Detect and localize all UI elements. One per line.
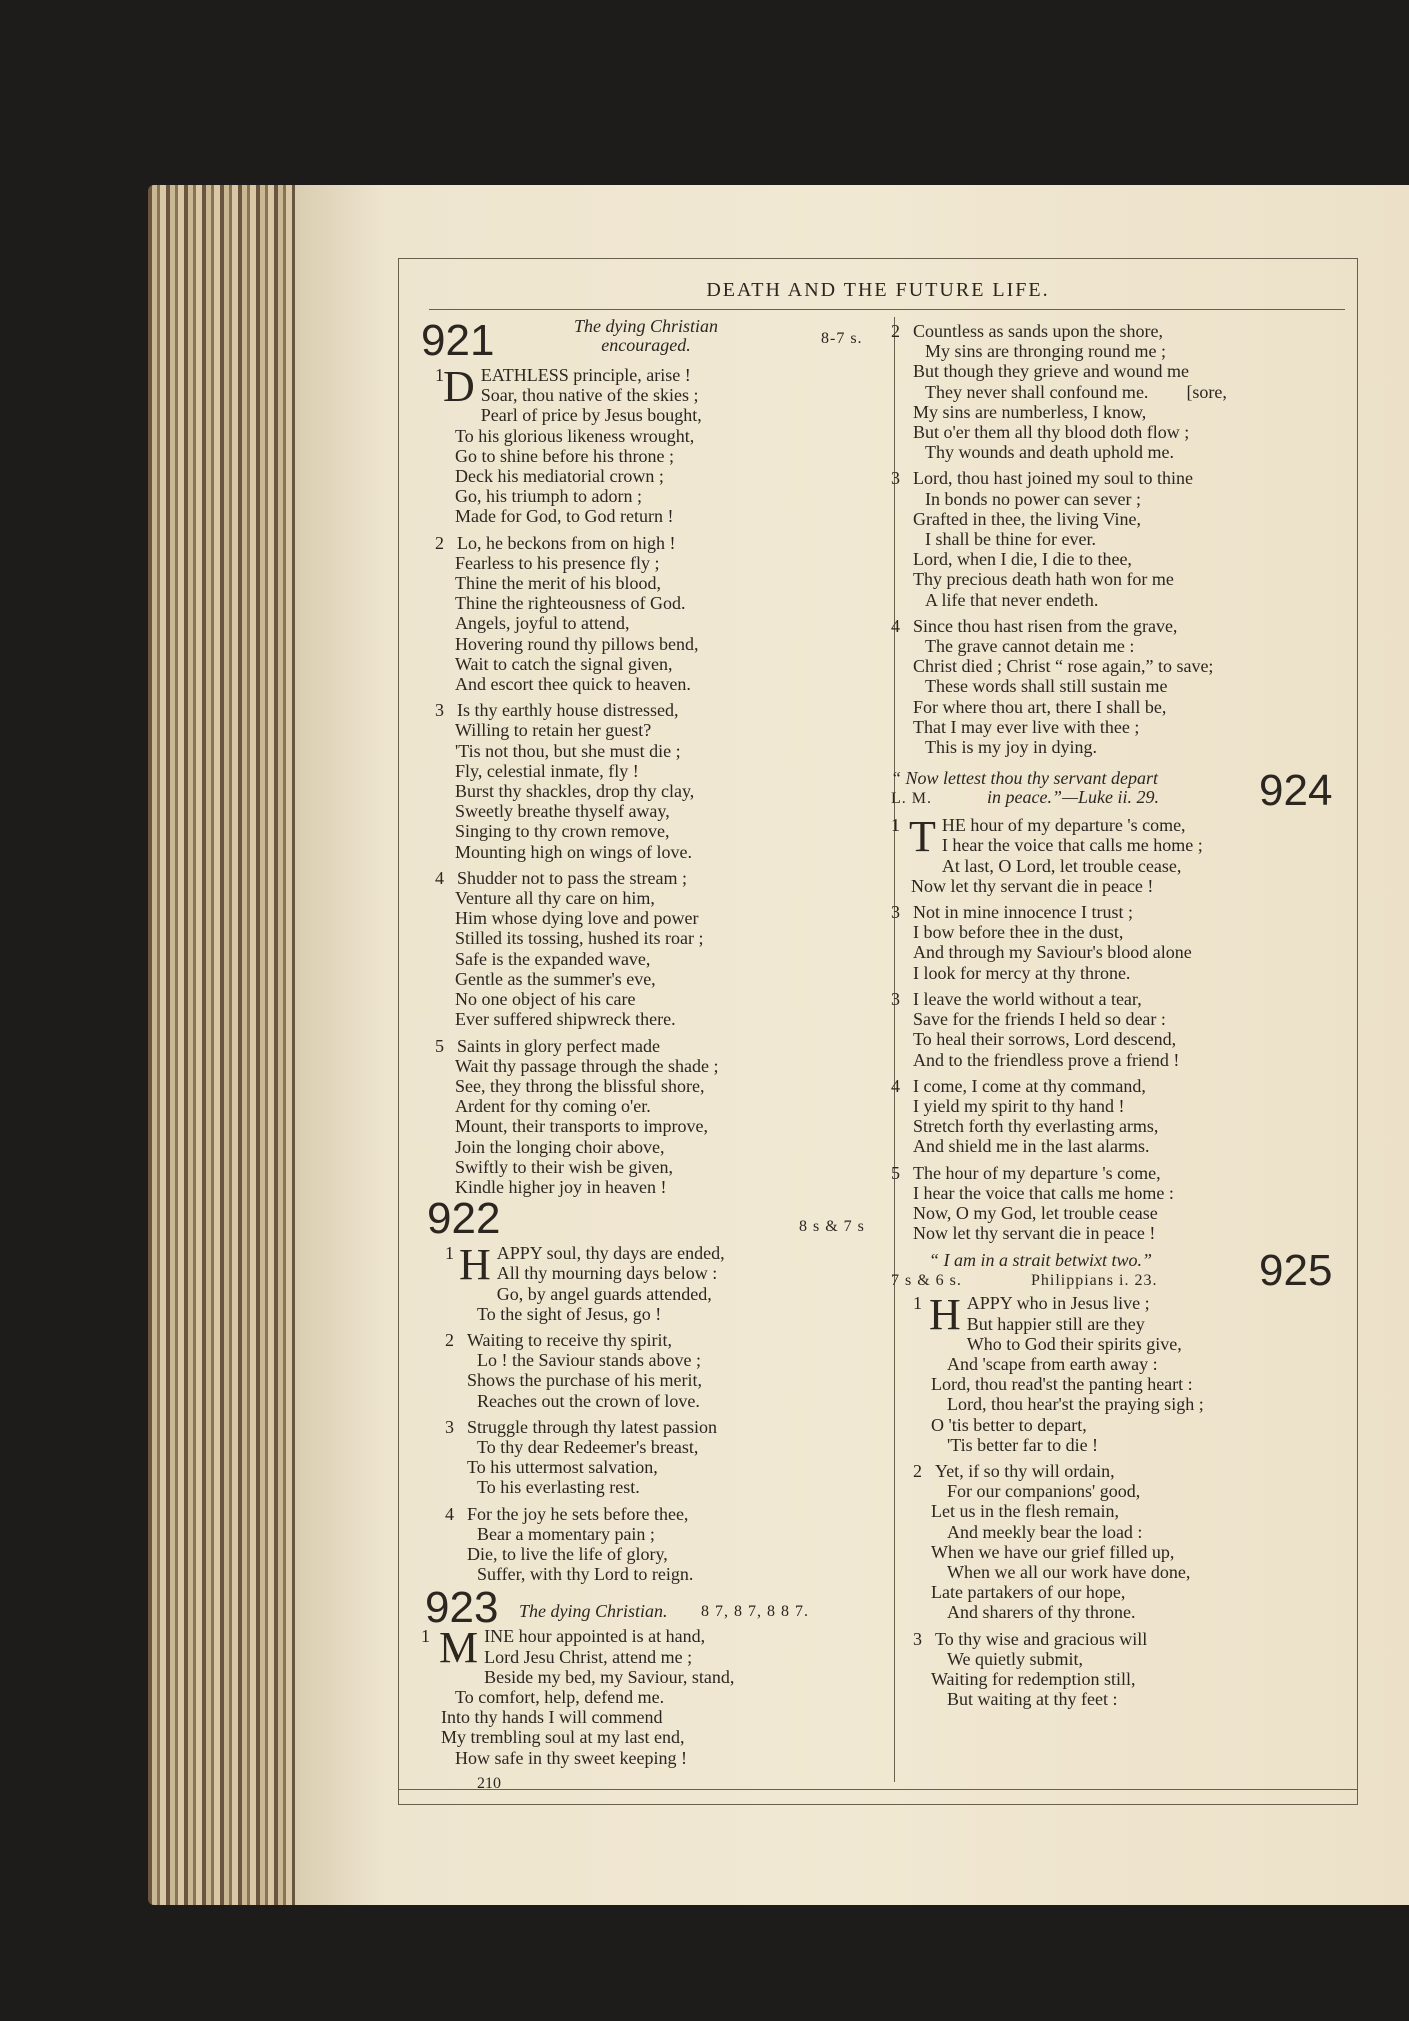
verse: 1 H APPY who in Jesus live ; But happier still are they Who to God their spirits give, And 'scape from earth away : Lord, thou read'st the panting heart : Lord, thou hear'st the praying sigh ; O 'tis better to depart, 'Tis better far to die ! — [913, 1290, 1204, 1455]
verse: 4 Since thou hast risen from the grave, The grave cannot detain me : Christ died ; Christ “ rose again,” to save; These words shall still sustain me For where thou art, there I shall be, That I may ever live with thee ; This is my joy in dying. — [891, 615, 1214, 758]
hymn-922-heading — [421, 1194, 881, 1244]
verse: 4 For the joy he sets before thee, Bear a momentary pain ; Die, to live the life of glory, Suffer, with thy Lord to reign. — [445, 1503, 694, 1585]
verse: 1 H APPY soul, thy days are ended, All thy mourning days below : Go, by angel guards attended, To the sight of Jesus, go ! — [445, 1240, 725, 1324]
hymn-title: “ I am in a strait betwixt two.” — [929, 1250, 1153, 1271]
drop-cap: H — [929, 1290, 961, 1340]
hymn-meter: 8 s & 7 s — [799, 1218, 865, 1236]
verse: 5 The hour of my departure 's come, I hear the voice that calls me home : Now, O my God, let trouble cease Now let thy servant die in peace ! — [891, 1162, 1174, 1244]
hymn-title: The dying Christian. — [519, 1601, 668, 1622]
page-number: 210 — [477, 1774, 501, 1792]
running-head: DEATH AND THE FUTURE LIFE. — [706, 279, 1050, 301]
hymn-meter: L. M. — [891, 790, 932, 808]
verse-number: 1 — [445, 1243, 454, 1264]
scripture-reference: Philippians i. 23. — [1031, 1272, 1158, 1290]
verse: 3 I leave the world without a tear, Save for the friends I held so dear : To heal their sorrows, Lord descend, And to the friendless prove a friend ! — [891, 988, 1180, 1070]
left-column — [421, 316, 881, 1794]
verse-number: 1 — [435, 365, 444, 385]
verse: 2 Yet, if so thy will ordain, For our companions' good, Let us in the flesh remain, And meekly bear the load : When we have our grief filled up, When we all our work have done, Late partakers of our hope, And sharers of thy throne. — [913, 1460, 1191, 1623]
hymn-925-heading — [891, 1246, 1343, 1296]
hymn-921-heading — [421, 316, 881, 365]
right-column — [891, 321, 1343, 1715]
hymn-number: 923 — [425, 1583, 499, 1633]
drop-cap: D — [443, 362, 475, 411]
hymn-meter: 8-7 s. — [821, 330, 863, 347]
verse: 1 T HE hour of my departure 's come, I hear the voice that calls me home ; At last, O Lord, let trouble cease, Now let thy servant die in peace ! — [891, 812, 1203, 896]
page-frame — [398, 258, 1358, 1805]
verse: 3 Is thy earthly house distressed, Willing to retain her guest? 'Tis not thou, but she must die ; Fly, celestial inmate, fly ! Burst thy shackles, drop thy clay, Sweetly breathe thyself away, Singing to thy crown remove, Mounting high on wings of love. — [435, 700, 695, 862]
drop-cap: T — [909, 812, 936, 862]
drop-cap: M — [439, 1623, 479, 1673]
hymn-number: 924 — [1259, 766, 1333, 816]
verse: 3 Lord, thou hast joined my soul to thine In bonds no power can sever ; Grafted in thee, the living Vine, I shall be thine for ever. Lord, when I die, I die to thee, Thy precious death hath won for me A life that never endeth. — [891, 468, 1193, 610]
hymn-number: 925 — [1259, 1246, 1333, 1296]
verse: 3 Not in mine innocence I trust ; I bow before thee in the dust, And through my Saviour's blood alone I look for mercy at thy throne. — [891, 902, 1192, 983]
drop-cap: H — [459, 1240, 491, 1290]
verse-number: 1 — [913, 1293, 922, 1314]
hymn-meter: 8 7, 8 7, 8 8 7. — [701, 1603, 809, 1621]
hymn-924-heading — [891, 766, 1343, 816]
verse: 3 To thy wise and gracious will We quietly submit, Waiting for redemption still, But waiting at thy feet : — [913, 1628, 1148, 1710]
hymn-title: The dying Christian encouraged. — [573, 316, 718, 355]
hymn-923-heading — [421, 1583, 881, 1633]
head-rule — [429, 309, 1345, 310]
verse: 4 I come, I come at thy command, I yield my spirit to thy hand ! Stretch forth thy everlasting arms, And shield me in the last alarms. — [891, 1075, 1159, 1157]
verse: 3 Struggle through thy latest passion To thy dear Redeemer's breast, To his uttermost salvation, To his everlasting rest. — [445, 1416, 717, 1498]
verse: 1 D EATHLESS principle, arise ! Soar, thou native of the skies ; Pearl of price by Jesus bought, To his glorious likeness wrought, Go to shine before his throne ; Deck his mediatorial crown ; Go, his triumph to adorn ; Made for God, to God return ! — [435, 362, 702, 527]
hymn-number: 921 — [421, 316, 495, 365]
hymn-title: “ Now lettest thou thy servant depart in peace.”—Luke ii. 29. — [891, 768, 1159, 808]
verse: 4 Shudder not to pass the stream ; Venture all thy care on him, Him whose dying love and power Stilled its tossing, hushed its roar ; Safe is the expanded wave, Gentle as the summer's eve, No one object of his care Ever suffered shipwreck there. — [435, 867, 704, 1030]
verse: 1 M INE hour appointed is at hand, Lord Jesu Christ, attend me ; Beside my bed, my Saviour, stand, To comfort, help, defend me. Into thy hands I will commend My trembling soul at my last end, How safe in thy sweet keeping ! — [421, 1623, 735, 1768]
verse-number: 1 — [891, 815, 900, 836]
verse: 5 Saints in glory perfect made Wait thy passage through the shade ; See, they throng the blissful shore, Ardent for thy coming o'er. Mount, their transports to improve, Join the longing choir above, Swiftly to their wish be given, Kindle higher joy in heaven ! — [435, 1035, 719, 1197]
verse-number: 1 — [421, 1626, 430, 1647]
turnover-word: [sore, — [1186, 381, 1227, 402]
hymn-number: 922 — [427, 1194, 501, 1244]
verse: 2 Countless as sands upon the shore, My sins are thronging round me ; But though they grieve and wound me They never shall confound me. [sore, My sins are numberless, I know, But o'er them all thy blood doth flow ; Thy wounds and death uphold me. — [891, 321, 1227, 463]
verse: 2 Lo, he beckons from on high ! Fearless to his presence fly ; Thine the merit of his blood, Thine the righteousness of God. Angels, joyful to attend, Hovering round thy pillows bend, Wait to catch the signal given, And escort thee quick to heaven. — [435, 532, 699, 695]
hymn-meter: 7 s & 6 s. — [891, 1272, 962, 1290]
verse: 2 Waiting to receive thy spirit, Lo ! the Saviour stands above ; Shows the purchase of his merit, Reaches out the crown of love. — [445, 1329, 702, 1411]
